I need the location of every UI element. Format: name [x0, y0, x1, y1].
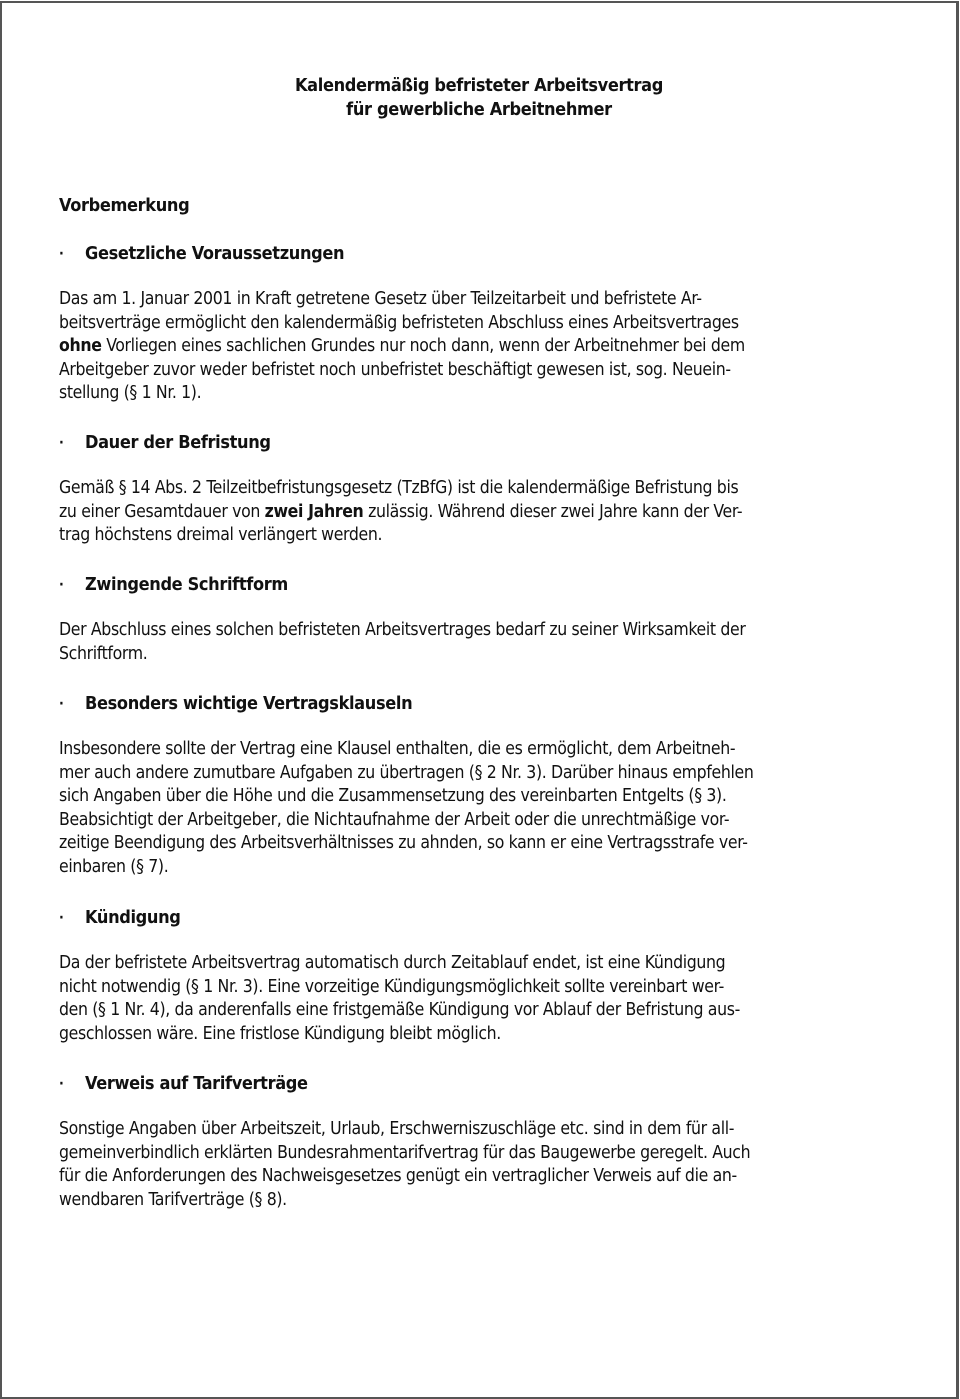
- body-line: trag höchstens dreimal verlängert werden.: [59, 525, 383, 546]
- section-heading: [59, 692, 899, 716]
- document-page: [0, 1, 959, 1399]
- body-line: geschlossen wäre. Eine fristlose Kündigung bleibt möglich.: [59, 1023, 501, 1044]
- section-dauer-der-befristung: [59, 431, 899, 548]
- body-line: zeitige Beendigung des Arbeitsverhältnisses zu ahnden, so kann er eine Vertragsstrafe ver-: [59, 833, 748, 854]
- title-line-2: für gewerbliche Arbeitnehmer: [346, 99, 612, 120]
- emphasis-text: ohne: [59, 336, 102, 357]
- section-body: [59, 619, 899, 666]
- body-line: Beabsichtigt der Arbeitgeber, die Nichtaufnahme der Arbeit oder die unrechtmäßige vor-: [59, 809, 730, 830]
- body-line: Da der befristete Arbeitsvertrag automatisch durch Zeitablauf endet, ist eine Kündigung: [59, 953, 726, 973]
- section-gesetzliche-voraussetzungen: [59, 242, 899, 406]
- section-heading: [59, 573, 899, 597]
- section-heading: [59, 431, 899, 455]
- body-line-text: Vorliegen eines sachlichen Grundes nur noch dann, wenn der Arbeitnehmer bei dem: [106, 336, 745, 357]
- bullet-icon: ·: [59, 1076, 64, 1092]
- body-line-text: zulässig. Während dieser zwei Jahre kann der Ver-: [368, 501, 743, 522]
- body-line: Der Abschluss eines solchen befristeten Arbeitsvertrages bedarf zu seiner Wirksamkeit der: [59, 620, 746, 640]
- body-line: Sonstige Angaben über Arbeitszeit, Urlaub, Erschwerniszuschläge etc. sind in dem für all-: [59, 1119, 735, 1139]
- body-line: einbaren (§ 7).: [59, 856, 169, 877]
- body-line: mer auch andere zumutbare Aufgaben zu übertragen (§ 2 Nr. 3). Darüber hinaus empfehlen: [59, 762, 754, 783]
- section-body: [59, 1118, 899, 1212]
- bullet-icon: ·: [59, 577, 64, 593]
- body-line: wendbaren Tarifverträge (§ 8).: [59, 1189, 287, 1210]
- section-heading: [59, 906, 899, 930]
- section-heading: [59, 242, 899, 266]
- section-body: [59, 738, 899, 880]
- body-line: beitsverträge ermöglicht den kalendermäßig befristeten Abschluss eines Arbeitsvertrages: [59, 312, 739, 333]
- section-body: [59, 477, 899, 548]
- body-line: [59, 335, 899, 359]
- body-line: Schriftform.: [59, 643, 148, 664]
- document-title: [59, 74, 899, 122]
- bullet-icon: ·: [59, 246, 64, 262]
- body-line: Arbeitgeber zuvor weder befristet noch unbefristet beschäftigt gewesen ist, sog. Neuein-: [59, 359, 731, 380]
- section-body: [59, 952, 899, 1046]
- body-line: Gemäß § 14 Abs. 2 Teilzeitbefristungsgesetz (TzBfG) ist die kalendermäßige Befristung bis: [59, 478, 739, 498]
- section-heading-text: Kündigung: [85, 907, 181, 928]
- section-tarifvertraege: [59, 1072, 899, 1212]
- bullet-icon: ·: [59, 910, 64, 926]
- body-line-text: zu einer Gesamtdauer von: [59, 501, 261, 522]
- body-line: den (§ 1 Nr. 4), da anderenfalls eine fristgemäße Kündigung vor Ablauf der Befristung aus-: [59, 1000, 740, 1021]
- section-zwingende-schriftform: [59, 573, 899, 666]
- section-heading: [59, 1072, 899, 1096]
- bullet-icon: ·: [59, 435, 64, 451]
- section-kuendigung: [59, 906, 899, 1046]
- body-line: [59, 501, 899, 525]
- body-line: Insbesondere sollte der Vertrag eine Klausel enthalten, die es ermöglicht, dem Arbeitneh-: [59, 739, 736, 759]
- section-heading-text: Zwingende Schriftform: [85, 574, 288, 595]
- title-line-1: Kalendermäßig befristeter Arbeitsvertrag: [294, 75, 664, 96]
- bullet-icon: ·: [59, 696, 64, 712]
- body-line: gemeinverbindlich erklärten Bundesrahmentarifvertrag für das Baugewerbe geregelt. Auch: [59, 1142, 751, 1163]
- body-line: stellung (§ 1 Nr. 1).: [59, 383, 202, 404]
- emphasis-text: zwei Jahren: [264, 501, 364, 522]
- section-vertragsklauseln: [59, 692, 899, 880]
- body-line: für die Anforderungen des Nachweisgesetzes genügt ein vertraglicher Verweis auf die an-: [59, 1166, 737, 1187]
- preamble-heading: Vorbemerkung: [59, 195, 190, 216]
- body-line: nicht notwendig (§ 1 Nr. 3). Eine vorzeitige Kündigungsmöglichkeit sollte vereinbart wer-: [59, 976, 724, 997]
- section-body: [59, 288, 899, 406]
- section-heading-text: Dauer der Befristung: [85, 432, 271, 453]
- body-line: sich Angaben über die Höhe und die Zusammensetzung des vereinbarten Entgelts (§ 3).: [59, 786, 727, 807]
- section-heading-text: Besonders wichtige Vertragsklauseln: [85, 693, 413, 714]
- section-heading-text: Gesetzliche Voraussetzungen: [85, 243, 345, 264]
- body-line: Das am 1. Januar 2001 in Kraft getretene Gesetz über Teilzeitarbeit und befristete Ar-: [59, 289, 702, 309]
- section-heading-text: Verweis auf Tarifverträge: [85, 1073, 308, 1094]
